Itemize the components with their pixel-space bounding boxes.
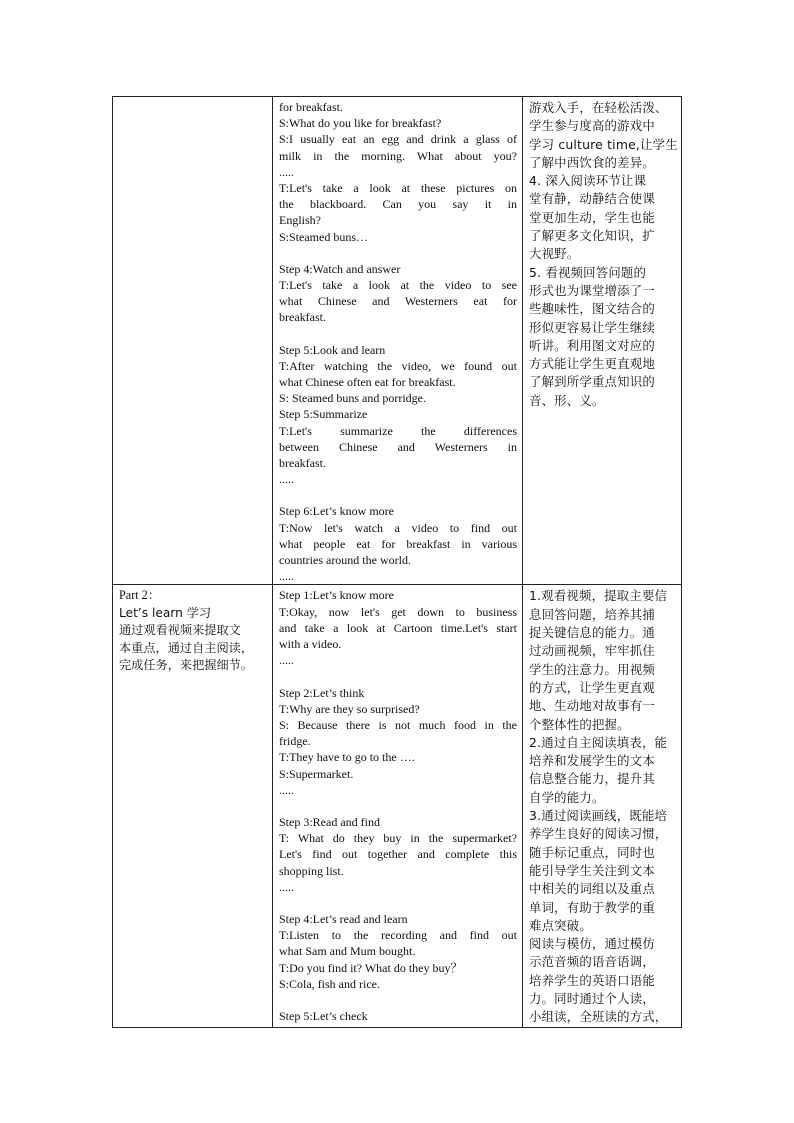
text-line: and take a look at Cartoon time.Let's start [279, 620, 517, 635]
text-line: Part 2： [119, 588, 160, 603]
text-line: 大视野。 [529, 246, 580, 262]
text-line: T:After watching the video, we found out [279, 358, 517, 373]
text-line: 随手标记重点，同时也 [529, 844, 655, 860]
text-line: 单词，有助于教学的重 [529, 899, 655, 915]
purpose-cell [523, 585, 682, 1028]
text-line: 小组读，全班读的方式， [529, 1009, 668, 1025]
blank-line [279, 992, 517, 1008]
text-line: 了解更多文化知识，扩 [529, 228, 655, 244]
text-line: S: Because there is not much food in the [279, 717, 517, 732]
text-line: 2.通过自主阅读填表，能 [529, 734, 668, 750]
text-line: Step 4:Watch and answer [279, 261, 401, 276]
text-line: Step 4:Let’s read and learn [279, 911, 408, 926]
text-line: 堂有静，动静结合使课 [529, 191, 655, 207]
text-line: 学生参与度高的游戏中 [529, 118, 655, 134]
text-line: 完成任务，来把握细节。 [119, 658, 254, 673]
text-line: 阅读与模仿，通过模仿 [529, 936, 655, 952]
text-line: Step 5:Look and learn [279, 342, 386, 357]
text-line: Step 5:Summarize [279, 407, 368, 422]
text-line: Step 6:Let’s know more [279, 504, 394, 519]
text-line: 堂更加生动，学生也能 [529, 209, 655, 225]
text-line: 难点突破。 [529, 917, 592, 933]
text-line: for breakfast. [279, 100, 343, 114]
text-line: between Chinese and Westerners in [279, 439, 517, 454]
text-line: 游戏入手，在轻松活泼、 [529, 100, 668, 115]
text-line: 信息整合能力，提升其 [529, 771, 655, 787]
text-line: 通过观看视频来提取文 [119, 623, 241, 638]
text-line: 1.观看视频，提取主要信 [529, 588, 668, 604]
text-line: S:Supermarket. [279, 766, 354, 781]
stage-cell-empty [113, 97, 273, 585]
procedure-cell [273, 97, 523, 585]
text-line: 音、形、义。 [529, 392, 605, 408]
text-line: Step 1:Let’s know more [279, 588, 394, 603]
text-line: 本重点，通过自主阅读， [119, 640, 254, 655]
text-line: 了解到所学重点知识的 [529, 374, 655, 390]
text-line: 培养学生的英语口语能 [529, 972, 655, 988]
text-line: with a video. [279, 637, 342, 652]
text-line: 3.通过阅读画线，既能培 [529, 808, 668, 824]
blank-line [279, 895, 517, 911]
text-line: fridge. [279, 734, 311, 749]
text-line: S: Steamed buns and porridge. [279, 391, 426, 406]
text-line: ..... [279, 879, 294, 894]
text-line: 力。同时通过个人读， [529, 991, 655, 1007]
text-line: 了解中西饮食的差异。 [529, 154, 655, 170]
text-line: Let’s learn 学习 [119, 605, 212, 620]
text-line: T:Let's take a look at these pictures on [279, 181, 517, 196]
text-line: T:Let's summarize the differences [279, 423, 517, 438]
text-line: what Sam and Mum bought. [279, 944, 416, 959]
text-line: 示范音频的语音语调， [529, 954, 655, 970]
text-line: T: What do they buy in the supermarket? [279, 831, 517, 846]
text-line: 自学的能力。 [529, 789, 605, 805]
table-row [113, 97, 682, 585]
text-line: breakfast. [279, 456, 326, 471]
text-line: the blackboard. Can you say it in [279, 197, 517, 212]
blank-line [279, 487, 517, 503]
text-line: T:Okay, now let's get down to business [279, 604, 517, 619]
text-line: 4. 深入阅读环节让课 [529, 173, 647, 189]
text-line: Step 3:Read and find [279, 814, 380, 829]
text-line: breakfast. [279, 310, 326, 325]
text-line: S:Cola, fish and rice. [279, 976, 380, 991]
text-line: 形式也为课堂增添了一 [529, 282, 655, 298]
blank-line [279, 326, 517, 342]
text-line: S:I usually eat an egg and drink a glass of [279, 132, 517, 147]
blank-line [279, 798, 517, 814]
text-line: 过动画视频，牢牢抓住 [529, 643, 655, 659]
text-line: 5. 看视频回答问题的 [529, 264, 647, 280]
text-line: what Chinese often eat for breakfast. [279, 375, 456, 390]
text-line: 些趣味性，图文结合的 [529, 301, 655, 317]
text-line: 息回答问题，培养其捕 [529, 606, 655, 622]
text-line: Step 5:Let’s check [279, 1008, 368, 1023]
text-line: T:They have to go to the …. [279, 750, 415, 765]
text-line: 个整体性的把握。 [529, 716, 630, 732]
text-line: 的方式，让学生更直观 [529, 679, 655, 695]
text-line: 捉关键信息的能力。通 [529, 625, 655, 641]
text-line: English? [279, 213, 321, 228]
text-line: what Chinese and Westerners eat for [279, 294, 517, 309]
text-line: what people eat for breakfast in various [279, 536, 517, 551]
text-line: 培养和发展学生的文本 [529, 753, 655, 769]
procedure-cell [273, 585, 523, 1028]
text-line: 地、生动地对故事有一 [529, 698, 655, 714]
text-line: 形似更容易让学生继续 [529, 319, 655, 335]
text-line: countries around the world. [279, 553, 411, 568]
text-line: T:Let's take a look at the video to see [279, 278, 517, 293]
text-line: 学习 culture time,让学生 [529, 136, 678, 152]
text-line: T:Do you find it? What do they buy？ [279, 960, 463, 975]
text-line: Step 2:Let’s think [279, 685, 365, 700]
text-line: T:Why are they so surprised? [279, 701, 420, 716]
text-line: 学生的注意力。用视频 [529, 661, 655, 677]
text-line: S:Steamed buns… [279, 229, 368, 244]
blank-line [279, 669, 517, 685]
table-row [113, 585, 682, 1028]
text-line: S:What do you like for breakfast? [279, 116, 442, 131]
text-line: 方式能让学生更直观地 [529, 356, 655, 372]
lesson-plan-table [112, 96, 682, 1028]
text-line: milk in the morning. What about you? [279, 148, 517, 163]
text-line: ..... [279, 653, 294, 668]
text-line: 中相关的词组以及重点 [529, 881, 655, 897]
text-line: ..... [279, 164, 294, 179]
text-line: ..... [279, 569, 294, 584]
purpose-cell [523, 97, 682, 585]
text-line: shopping list. [279, 863, 344, 878]
blank-line [279, 245, 517, 261]
text-line: 养学生良好的阅读习惯， [529, 826, 668, 842]
text-line: ..... [279, 472, 294, 487]
stage-cell [113, 585, 273, 1028]
text-line: Let's find out together and complete this [279, 847, 517, 862]
text-line: ..... [279, 782, 294, 797]
text-line: 听讲。利用图文对应的 [529, 337, 655, 353]
text-line: 能引导学生关注到文本 [529, 862, 655, 878]
text-line: T:Now let's watch a video to find out [279, 520, 517, 535]
text-line: T:Listen to the recording and find out [279, 928, 517, 943]
